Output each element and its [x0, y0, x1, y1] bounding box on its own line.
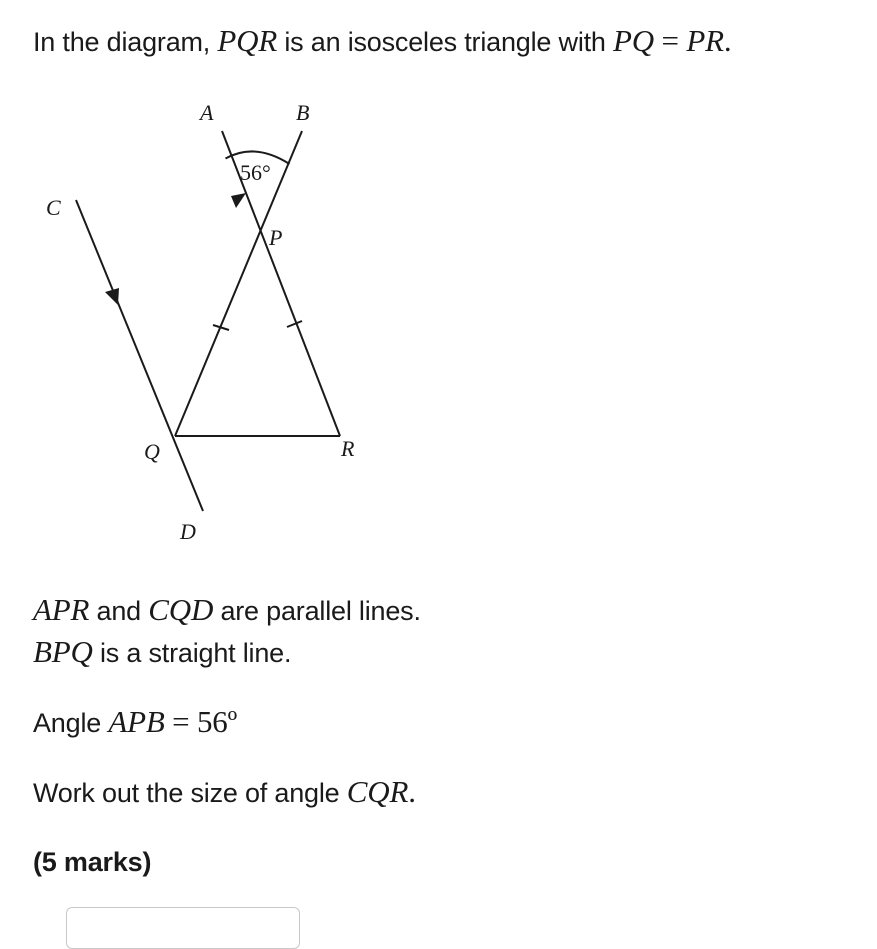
arrow-icon — [105, 288, 119, 305]
math-cqr: CQR — [346, 774, 409, 809]
straight-text: is a straight line. — [92, 638, 292, 668]
line-cqd — [76, 200, 203, 511]
parallel-text: are parallel lines. — [213, 596, 421, 626]
math-apr: APR — [33, 592, 90, 627]
line-bpq — [175, 131, 302, 436]
label-a: A — [200, 100, 214, 125]
period: . — [408, 774, 416, 809]
label-q: Q — [144, 439, 160, 464]
math-bpq: BPQ — [33, 634, 93, 669]
question-text: Work out the size of angle — [33, 778, 347, 808]
straight-statement — [33, 635, 291, 670]
geometry-diagram — [0, 90, 440, 550]
and-text: and — [89, 596, 149, 626]
tick-mark-pr — [287, 321, 302, 327]
math-pqr: PQR — [217, 23, 278, 58]
parallel-statement — [33, 593, 421, 628]
arrow-icon — [231, 193, 246, 208]
math-cqd: CQD — [148, 592, 214, 627]
angle-label: 56° — [240, 160, 271, 185]
math-apb: APB — [108, 704, 165, 739]
angle-statement — [33, 705, 237, 740]
angle-prefix: Angle — [33, 708, 109, 738]
equals-sign: = — [164, 704, 197, 739]
label-c: C — [46, 195, 61, 220]
answer-input[interactable] — [66, 907, 300, 949]
equals-sign: = — [653, 23, 687, 58]
angle-value: 56º — [196, 704, 237, 739]
intro-text: is an isosceles triangle with — [277, 27, 614, 57]
intro-statement — [33, 24, 731, 59]
period: . — [723, 23, 732, 58]
math-pr: PR — [686, 23, 724, 58]
math-pq: PQ — [613, 23, 654, 58]
label-d: D — [180, 519, 196, 544]
label-p: P — [269, 225, 283, 250]
label-b: B — [296, 100, 310, 125]
label-r: R — [341, 436, 355, 461]
marks-label: (5 marks) — [33, 847, 152, 877]
intro-text: In the diagram, — [33, 27, 218, 57]
question — [33, 775, 416, 810]
